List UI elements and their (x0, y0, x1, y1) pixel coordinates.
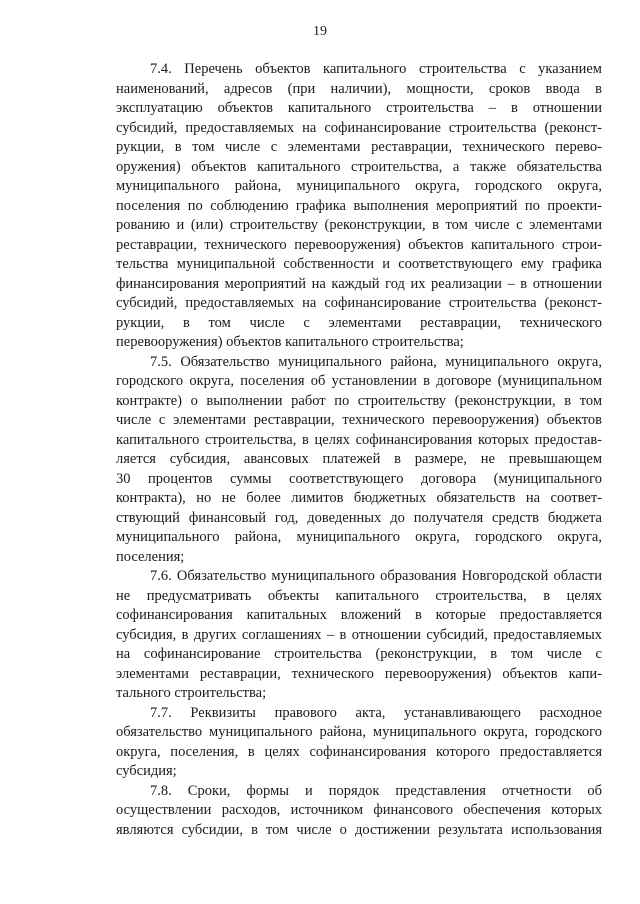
text-line: контракте) о выполнении работ по строительству (реконструкции, в том (116, 392, 602, 409)
text-line: рованию и (или) строительству (реконструкции, в том числе с элементами (116, 217, 602, 233)
paragraph-7-5 (116, 353, 602, 568)
text-line: на софинансирование строительства (реконструкции, в том числе с (116, 646, 602, 662)
text-line: оружения) объектов капитального строительства, а также обязательства (116, 158, 602, 175)
text-line: 7.4. Перечень объектов капитального строительства с указанием (150, 61, 602, 77)
text-line: финансирования мероприятий на каждый год их реализации – в отношении (116, 275, 602, 292)
text-line: контракта), но не более лимитов бюджетных обязательств на соответ- (116, 490, 602, 506)
text-line: числе с элементами реставрации, технического перевооружения) объектов (116, 412, 602, 428)
text-line: элементами реставрации, технического перевооружения) объектов капи- (116, 665, 602, 682)
text-line: субсидий, предоставляемых на софинансирование строительства (реконст- (116, 295, 602, 311)
text-line: обязательство муниципального района, муниципального округа, городского (116, 724, 602, 740)
text-line: 7.8. Сроки, формы и порядок представления отчетности об (150, 782, 602, 799)
text-line: поселения; (116, 548, 185, 565)
text-line: рукции, в том числе с элементами реставрации, технического перево- (116, 139, 602, 155)
text-line: 7.7. Реквизиты правового акта, устанавливающего расходное (150, 704, 602, 721)
text-line: не предусматривать объекты капитального строительства, в целях (116, 587, 602, 604)
text-line: тельства муниципальной собственности и соответствующего ему графика (116, 256, 602, 272)
text-line: городского округа, поселения об установлении в договоре (муниципальном (116, 373, 602, 389)
paragraph-7-7 (116, 704, 602, 782)
paragraph-7-8 (116, 782, 602, 841)
text-line: наименований, адресов (при наличии), мощности, сроков ввода в (116, 80, 602, 97)
text-line: поселения по соблюдению графика выполнения мероприятий по проекти- (116, 197, 602, 214)
text-line: муниципального района, муниципального округа, городского округа, (116, 529, 602, 545)
text-line: муниципального района, муниципального округа, городского округа, (116, 178, 602, 194)
text-line: являются субсидии, в том числе о достижении результата использования (116, 821, 602, 838)
document-body (116, 60, 602, 840)
page-number: 19 (313, 24, 327, 39)
text-line: ляется субсидия, авансовых платежей в размере, не превышающем (116, 451, 602, 467)
paragraph-7-6 (116, 567, 602, 704)
paragraph-7-4 (116, 60, 602, 353)
text-line: 7.6. Обязательство муниципального образования Новгородской области (150, 568, 602, 584)
text-line: субсидия, в других соглашениях – в отношении субсидий, предоставляемых (116, 626, 602, 643)
text-line: рукции, в том числе с элементами реставрации, технического (116, 314, 602, 331)
text-line: перевооружения) объектов капитального строительства; (116, 334, 464, 350)
text-line: 7.5. Обязательство муниципального района, муниципального округа, (150, 353, 602, 370)
text-line: эксплуатацию объектов капитального строительства – в отношении (116, 100, 602, 116)
text-line: реставрации, технического перевооружения) объектов капитального строи- (116, 236, 602, 253)
text-line: субсидия; (116, 763, 177, 779)
text-line: капитального строительства, в целях софинансирования которых предостав- (116, 431, 602, 448)
text-line: тального строительства; (116, 685, 267, 701)
text-line: субсидий, предоставляемых на софинансирование строительства (реконст- (116, 119, 602, 136)
text-line: осуществлении расходов, источником финансового обеспечения которых (116, 802, 602, 818)
text-line: ствующий финансовый год, доведенных до получателя средств бюджета (116, 509, 602, 526)
text-line: 30 процентов суммы соответствующего договора (муниципального (116, 470, 602, 487)
text-line: округа, поселения, в целях софинансирования которого предоставляется (116, 743, 602, 760)
text-line: софинансирования капитальных вложений в которые предоставляется (116, 607, 602, 623)
